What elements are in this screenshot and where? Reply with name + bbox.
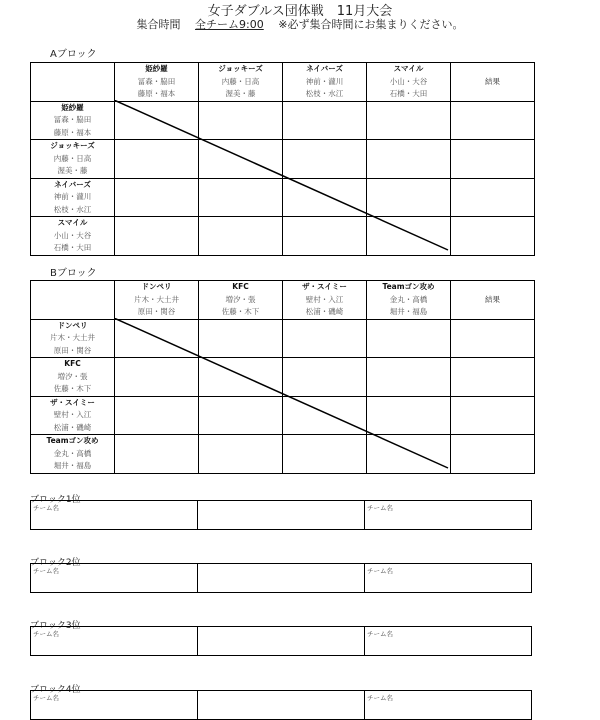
table-row (31, 217, 535, 256)
team-name-field[interactable]: チーム名 (31, 564, 198, 592)
pair-1: 片木・大土井 (50, 333, 95, 342)
score-cell[interactable] (367, 396, 451, 435)
pair-2: 藤原・福本 (53, 127, 92, 137)
result-header: 結果 (451, 281, 535, 320)
score-cell[interactable] (283, 435, 367, 474)
pair-1: 壁村・入江 (53, 410, 92, 419)
team-name: ネイバーズ (306, 64, 343, 73)
pair-1: 片木・大土井 (134, 294, 179, 304)
row-header-team (31, 217, 115, 256)
column-header-team (199, 281, 283, 320)
score-cell[interactable] (283, 217, 367, 256)
pair-1: 内藤・日高 (221, 76, 260, 86)
score-cell[interactable] (199, 358, 283, 397)
result-cell[interactable] (451, 140, 535, 179)
column-header-team (115, 281, 199, 320)
ranking-box (30, 690, 532, 720)
column-header-team (283, 63, 367, 102)
score-cell[interactable] (199, 140, 283, 179)
team-name: ザ・スイミー (50, 397, 95, 407)
score-cell[interactable] (283, 396, 367, 435)
column-header-team (367, 281, 451, 320)
result-cell[interactable] (451, 358, 535, 397)
score-cell[interactable] (283, 358, 367, 397)
score-cell[interactable] (115, 396, 199, 435)
pair-1: 金丸・高橋 (389, 294, 428, 304)
column-header-team (283, 281, 367, 320)
pair-1: 小山・大谷 (389, 76, 428, 86)
table-row (31, 101, 535, 140)
pair-1: 壁村・入江 (305, 294, 344, 304)
score-cell[interactable] (115, 178, 199, 217)
pair-1: 増汐・張 (225, 294, 256, 304)
score-cell[interactable] (115, 101, 199, 140)
pair-2: 松浦・磯崎 (305, 307, 344, 316)
team-name: Teamゴン攻め (382, 282, 435, 291)
score-cell[interactable] (367, 178, 451, 217)
team-name: ドンペリ (141, 282, 172, 291)
score-cell[interactable] (367, 140, 451, 179)
table-row (31, 358, 535, 397)
pair-1: 内藤・日高 (53, 153, 92, 163)
column-header-team (367, 63, 451, 102)
result-header: 結果 (451, 63, 535, 102)
team-name: ジョッキーズ (218, 64, 263, 73)
score-cell[interactable] (367, 319, 451, 358)
score-cell[interactable] (199, 435, 283, 474)
team-name-field[interactable]: チーム名 (31, 627, 198, 655)
team-name: ザ・スイミー (302, 282, 347, 291)
score-cell[interactable] (199, 396, 283, 435)
pair-2: 佐藤・木下 (221, 307, 260, 316)
pair-2: 松浦・磯崎 (53, 422, 92, 432)
pair-2: 堀井・福島 (389, 307, 428, 316)
pair-1: 金丸・高橋 (53, 448, 92, 458)
pair-2: 藤原・福本 (137, 89, 176, 98)
column-header-team (115, 63, 199, 102)
team-name: Teamゴン攻め (46, 436, 99, 445)
pair-2: 石橋・大田 (53, 243, 92, 252)
table-row (31, 178, 535, 217)
team-name-field[interactable] (198, 564, 365, 592)
pair-2: 松枝・水江 (305, 89, 344, 98)
result-cell[interactable] (451, 435, 535, 474)
ranking-box (30, 626, 532, 656)
pair-2: 石橋・大田 (389, 89, 428, 98)
score-cell[interactable] (367, 217, 451, 256)
table-row (31, 435, 535, 474)
team-name-field[interactable]: チーム名 (31, 501, 198, 529)
score-cell[interactable] (199, 101, 283, 140)
ranking-label: ブロック4位 (30, 685, 81, 695)
team-name: ネイバーズ (54, 179, 91, 189)
pair-2: 原田・関谷 (137, 307, 176, 316)
row-header-team (31, 101, 115, 140)
score-cell[interactable] (115, 217, 199, 256)
pair-2: 渥美・藤 (57, 166, 88, 175)
row-header-team (31, 140, 115, 179)
table-row (31, 396, 535, 435)
pair-1: 冨森・脇田 (53, 115, 92, 124)
row-header-team (31, 396, 115, 435)
score-cell[interactable] (367, 101, 451, 140)
team-name-field[interactable]: チーム名 (31, 691, 198, 719)
team-name-field[interactable]: チーム名 (367, 504, 393, 512)
result-cell[interactable] (451, 178, 535, 217)
score-cell[interactable] (283, 319, 367, 358)
score-cell[interactable] (115, 435, 199, 474)
corner-cell (31, 63, 115, 102)
ranking-label: ブロック2位 (30, 558, 81, 568)
pair-1: 小山・大谷 (53, 230, 92, 240)
team-name: 姫紗羅 (145, 64, 168, 73)
team-name-field[interactable]: チーム名 (367, 630, 393, 638)
score-cell[interactable] (199, 178, 283, 217)
pair-2: 渥美・藤 (225, 89, 256, 98)
pair-1: 増汐・張 (57, 371, 88, 381)
column-header-team (199, 63, 283, 102)
team-name: スマイル (57, 218, 88, 227)
team-name-field[interactable] (198, 627, 365, 655)
corner-cell (31, 281, 115, 320)
result-cell[interactable] (451, 396, 535, 435)
score-cell[interactable] (115, 140, 199, 179)
pair-2: 堀井・福島 (53, 461, 92, 470)
block-table (30, 280, 535, 474)
pair-2: 佐藤・木下 (53, 384, 92, 393)
row-header-team (31, 435, 115, 474)
team-name-field[interactable] (198, 691, 365, 719)
row-header-team (31, 358, 115, 397)
pair-2: 松枝・水江 (53, 204, 92, 214)
ranking-label: ブロック1位 (30, 495, 81, 505)
score-cell[interactable] (115, 319, 199, 358)
team-name-field[interactable] (198, 501, 365, 529)
page-title: 女子ダブルス団体戦 11月大会 (207, 4, 393, 19)
team-name: ジョッキーズ (50, 141, 95, 150)
team-name: KFC (232, 282, 249, 291)
team-name-field[interactable]: チーム名 (367, 567, 393, 575)
block-table (30, 62, 535, 256)
ranking-box (30, 500, 532, 530)
team-name: ドンペリ (57, 320, 88, 330)
score-cell[interactable] (367, 358, 451, 397)
pair-1: 神前・瀧川 (53, 192, 92, 201)
pair-1: 冨森・脇田 (137, 76, 176, 86)
score-cell[interactable] (283, 178, 367, 217)
pair-1: 神前・瀧川 (305, 76, 344, 86)
table-row (31, 319, 535, 358)
score-cell[interactable] (283, 101, 367, 140)
ranking-box (30, 563, 532, 593)
block-label: Aブロック (50, 49, 97, 60)
assembly-label: 集合時間 (136, 18, 181, 31)
team-name: KFC (64, 359, 81, 368)
assembly-note: ※必ず集合時間にお集まりください。 (278, 18, 464, 31)
team-name-field[interactable]: チーム名 (367, 694, 393, 702)
score-cell[interactable] (199, 319, 283, 358)
score-cell[interactable] (367, 435, 451, 474)
team-name: スマイル (393, 64, 424, 73)
row-header-team (31, 178, 115, 217)
table-row (31, 140, 535, 179)
score-cell[interactable] (199, 217, 283, 256)
ranking-label: ブロック3位 (30, 621, 81, 631)
result-cell[interactable] (451, 319, 535, 358)
assembly-info (0, 16, 600, 32)
pair-2: 原田・関谷 (53, 345, 92, 355)
score-cell[interactable] (283, 140, 367, 179)
result-cell[interactable] (451, 217, 535, 256)
team-name: 姫紗羅 (61, 102, 84, 112)
row-header-team (31, 319, 115, 358)
result-cell[interactable] (451, 101, 535, 140)
block-label: Bブロック (50, 268, 97, 279)
assembly-time: 全チーム9:00 (195, 18, 264, 31)
score-cell[interactable] (115, 358, 199, 397)
